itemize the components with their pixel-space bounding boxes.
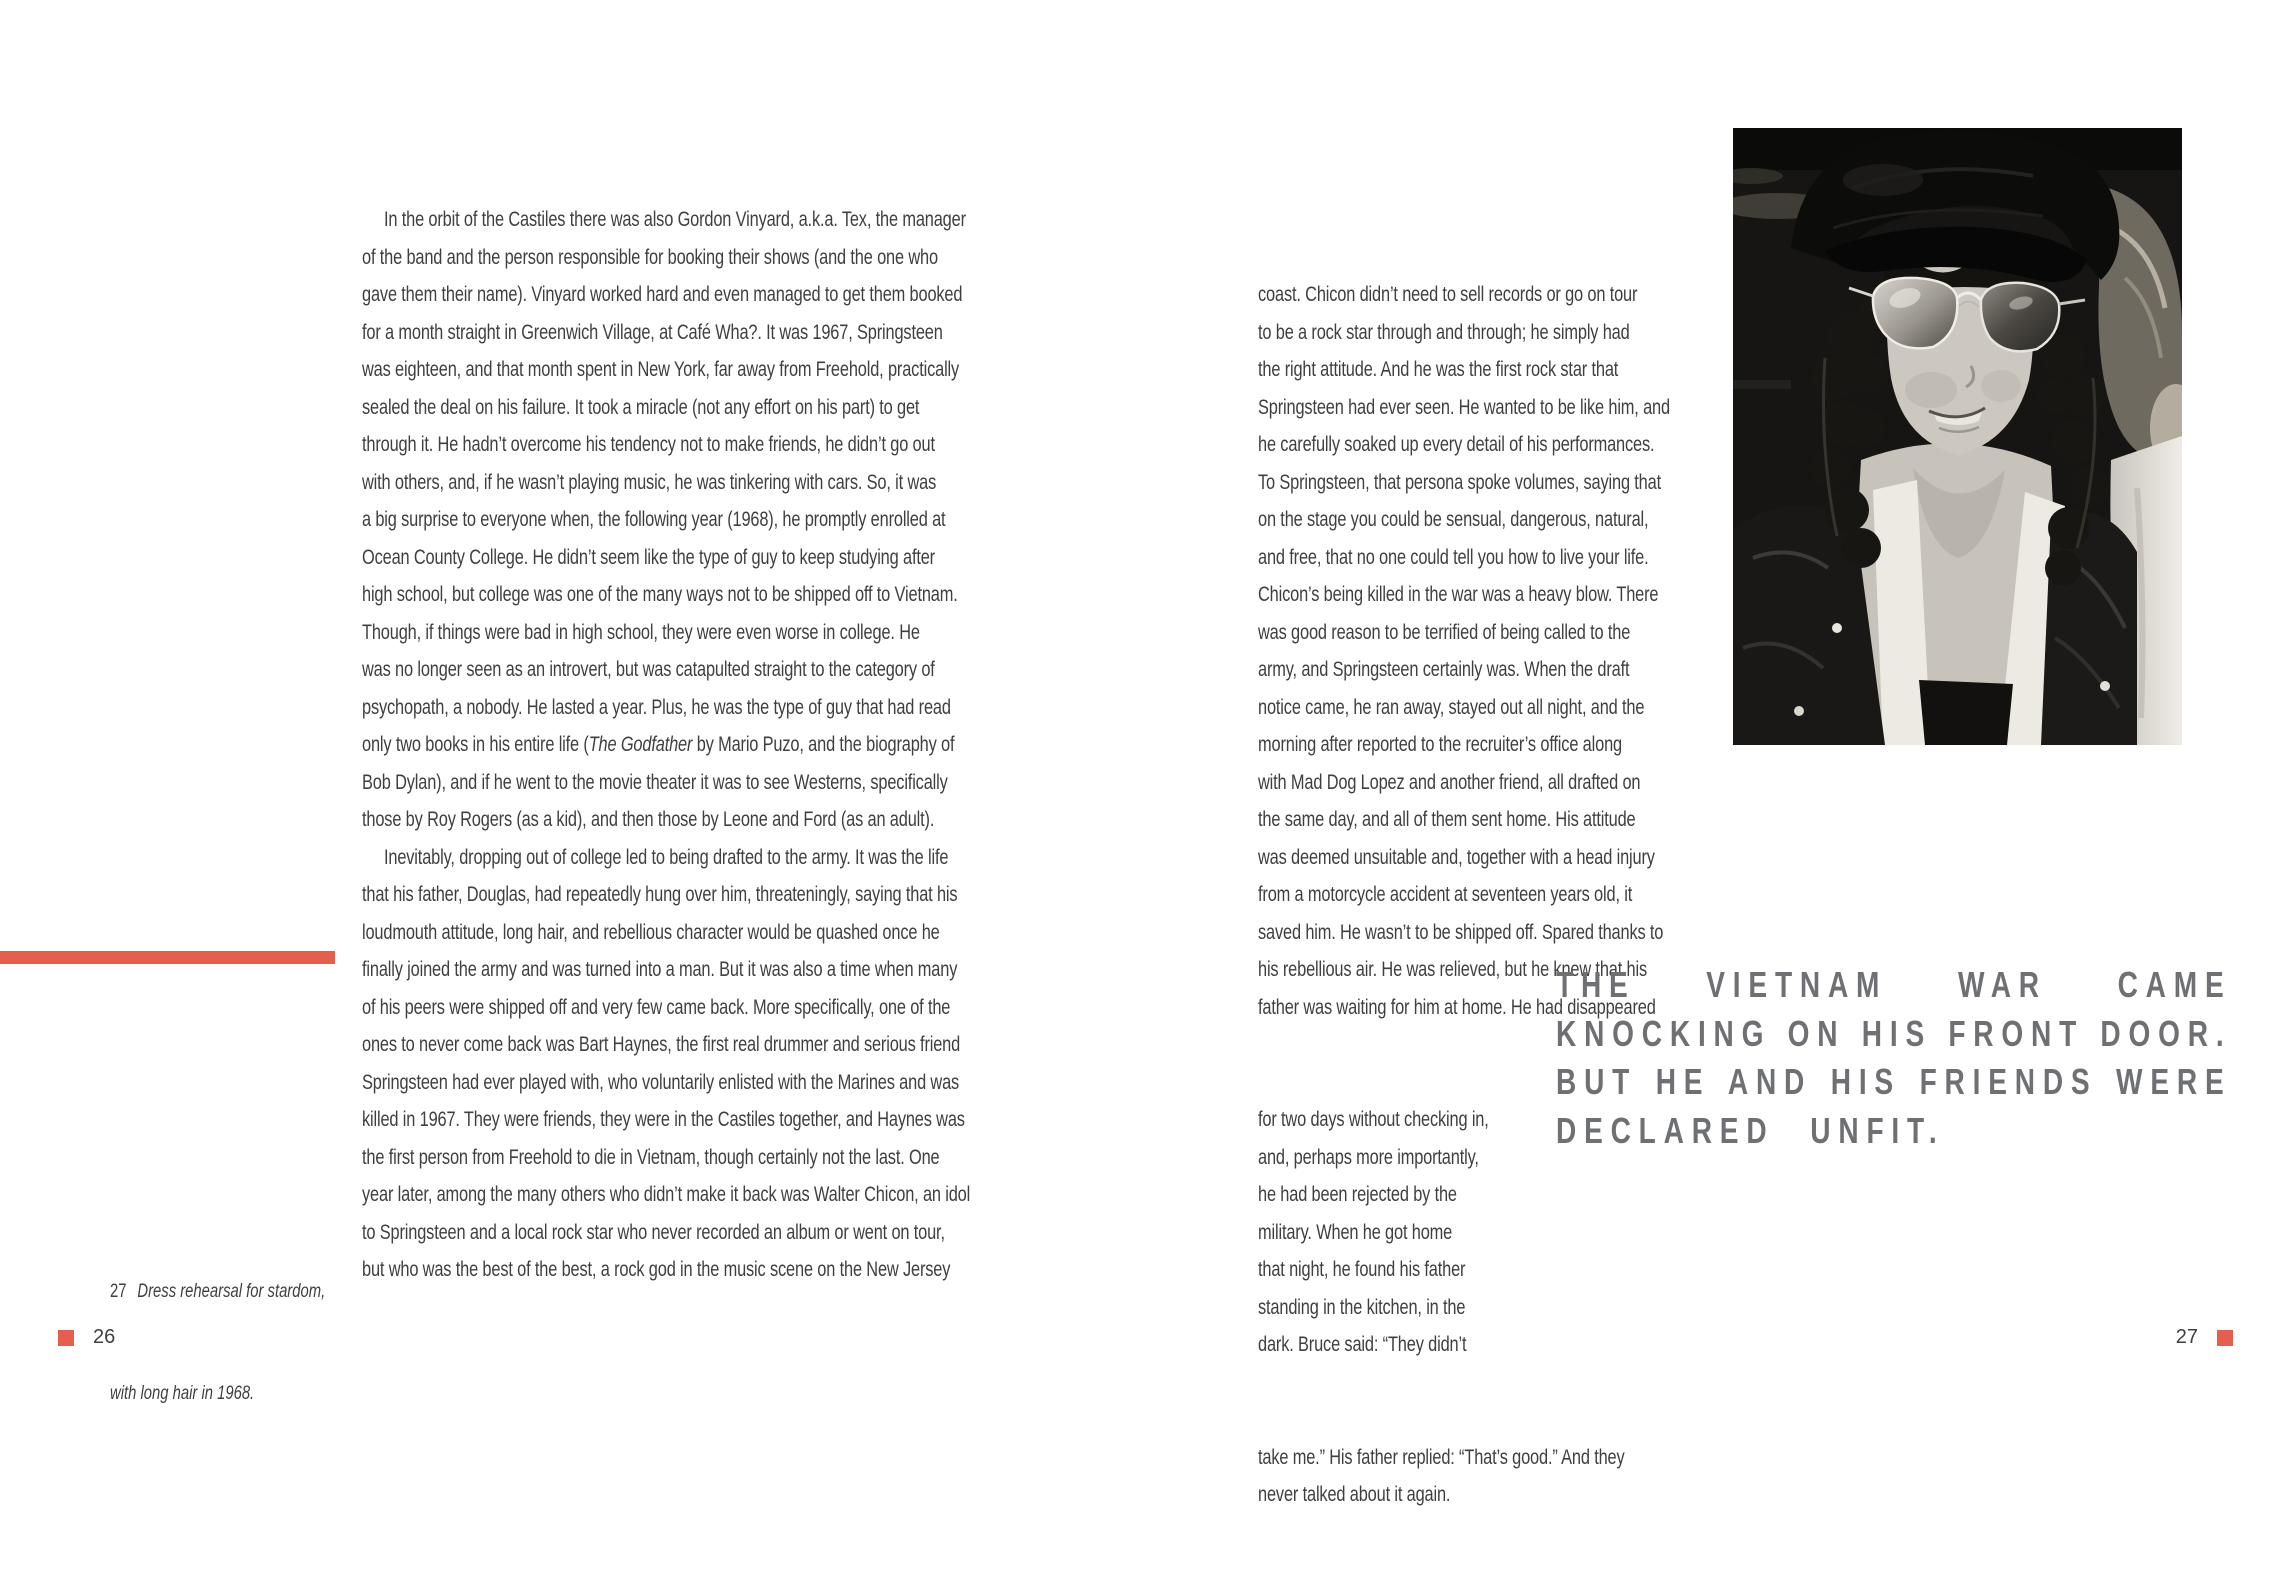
- text-line: those by Roy Rogers (as a kid), and then those by Leone and Ford (as an adult).: [362, 808, 935, 831]
- left-page-body-text: [362, 201, 970, 1289]
- text-line: was good reason to be terrified of being called to the: [1258, 620, 1631, 644]
- caption-text: Dress rehearsal for stardom,: [137, 1281, 326, 1302]
- text-line: he carefully soaked up every detail of his performances.: [1258, 433, 1655, 456]
- text-line: KNOCKING ON HIS FRONT DOOR.: [1556, 1012, 2232, 1054]
- right-body-bottom: [1258, 1439, 1670, 1514]
- text-line: but who was the best of the best, a rock god in the music scene on the New Jersey: [362, 1258, 951, 1281]
- text-line: the same day, and all of them sent home. His attitude: [1258, 808, 1636, 831]
- text-line: Inevitably, dropping out of college led to being drafted to the army. It was the life: [362, 845, 949, 869]
- text-line: was eighteen, and that month spent in New York, far away from Freehold, practically: [362, 358, 960, 381]
- caption-line: [110, 1275, 325, 1309]
- text-line: morning after reported to the recruiter’s office along: [1258, 733, 1622, 756]
- text-line: the first person from Freehold to die in Vietnam, though certainly not the last. One: [362, 1145, 940, 1169]
- text-line: and, perhaps more importantly,: [1258, 1145, 1479, 1169]
- text-line: of his peers were shipped off and very few came back. More specifically, one of the: [362, 995, 951, 1019]
- text-line: for two days without checking in,: [1258, 1108, 1489, 1131]
- text-line: To Springsteen, that persona spoke volumes, saying that: [1258, 470, 1661, 494]
- text-line: his rebellious air. He was relieved, but he knew that his: [1258, 958, 1647, 981]
- text-line: Bob Dylan), and if he went to the movie theater it was to see Westerns, specifically: [362, 770, 948, 794]
- text-line: psychopath, a nobody. He lasted a year. Plus, he was the type of guy that had read: [362, 695, 951, 719]
- text-line: take me.” His father replied: “That’s good.” And they: [1258, 1445, 1625, 1469]
- text-line: army, and Springsteen certainly was. When the draft: [1258, 658, 1630, 681]
- page-footer-left: [58, 1326, 115, 1349]
- text-line: with Mad Dog Lopez and another friend, all drafted on: [1258, 770, 1641, 794]
- text-line: standing in the kitchen, in the: [1258, 1295, 1466, 1319]
- pull-quote: [1556, 961, 2231, 1155]
- text-line: the right attitude. And he was the first rock star that: [1258, 358, 1619, 381]
- text-line: Though, if things were bad in high school, they were even worse in college. He: [362, 620, 920, 644]
- text-line: father was waiting for him at home. He had disappeared: [1258, 995, 1656, 1019]
- page-number-left: 26: [93, 1326, 116, 1348]
- text-line: Springsteen had ever seen. He wanted to be like him, and: [1258, 395, 1670, 419]
- right-page-body-text: [1258, 201, 1670, 1589]
- text-line: Ocean County College. He didn’t seem like the type of guy to keep studying after: [362, 545, 935, 569]
- right-body-top: [1258, 276, 1670, 1026]
- text-line: military. When he got home: [1258, 1220, 1453, 1244]
- text-line: to Springsteen and a local rock star who never recorded an album or went on tour,: [362, 1220, 945, 1244]
- red-square-icon: [2217, 1330, 2233, 1346]
- red-square-icon: [58, 1330, 74, 1346]
- page-number-right: 27: [2175, 1326, 2198, 1348]
- text-line: and free, that no one could tell you how to live your life.: [1258, 545, 1649, 569]
- red-accent-bar: [0, 951, 335, 964]
- springsteen-photo: [1733, 128, 2182, 745]
- text-line: a big surprise to everyone when, the following year (1968), he promptly enrolled at: [362, 508, 946, 531]
- text-line: THE VIETNAM WAR CAME: [1556, 964, 2232, 1005]
- page-footer-right: [2176, 1326, 2233, 1349]
- text-line: sealed the deal on his failure. It took a miracle (not any effort on his part) to get: [362, 395, 920, 419]
- text-line: that his father, Douglas, had repeatedly hung over him, threateningly, saying that his: [362, 883, 958, 906]
- caption-line: with long hair in 1968.: [110, 1383, 255, 1404]
- text-line: Springsteen had ever played with, who voluntarily enlisted with the Marines and was: [362, 1070, 960, 1094]
- text-line: year later, among the many others who didn’t make it back was Walter Chicon, an idol: [362, 1183, 971, 1206]
- text-line: saved him. He wasn’t to be shipped off. Spared thanks to: [1258, 920, 1664, 944]
- text-line: gave them their name). Vinyard worked hard and even managed to get them booked: [362, 283, 963, 306]
- text-line: dark. Bruce said: “They didn’t: [1258, 1333, 1467, 1356]
- text-line: was no longer seen as an introvert, but was catapulted straight to the category of: [362, 658, 935, 681]
- text-line: to be a rock star through and through; he simply had: [1258, 320, 1630, 344]
- text-line: BUT HE AND HIS FRIENDS WERE: [1556, 1061, 2232, 1102]
- text-line: with others, and, if he wasn’t playing music, he was tinkering with cars. So, it was: [362, 470, 937, 494]
- text-line: notice came, he ran away, stayed out all night, and the: [1258, 695, 1645, 719]
- text-line: never talked about it again.: [1258, 1483, 1451, 1506]
- text-line: of the band and the person responsible for booking their shows (and the one who: [362, 245, 938, 269]
- photo-caption: [110, 1207, 325, 1479]
- text-line: for a month straight in Greenwich Village, at Café Wha?. It was 1967, Springsteen: [362, 320, 943, 344]
- text-line: he had been rejected by the: [1258, 1183, 1457, 1206]
- text-line: In the orbit of the Castiles there was also Gordon Vinyard, a.k.a. Tex, the manager: [362, 208, 966, 231]
- text-line: through it. He hadn’t overcome his tendency not to make friends, he didn’t go out: [362, 433, 935, 456]
- text-line: loudmouth attitude, long hair, and rebellious character would be quashed once he: [362, 920, 940, 944]
- text-line: high school, but college was one of the many ways not to be shipped off to Vietnam.: [362, 583, 958, 606]
- text-line: Chicon’s being killed in the war was a heavy blow. There: [1258, 583, 1659, 606]
- text-line: ones to never come back was Bart Haynes, the first real drummer and serious friend: [362, 1033, 961, 1056]
- text-line: finally joined the army and was turned into a man. But it was also a time when many: [362, 958, 958, 981]
- text-line: was deemed unsuitable and, together with a head injury: [1258, 845, 1655, 869]
- text-line: from a motorcycle accident at seventeen years old, it: [1258, 883, 1633, 906]
- caption-number: 27: [110, 1281, 127, 1302]
- text-line: that night, he found his father: [1258, 1258, 1466, 1281]
- text-line: on the stage you could be sensual, dangerous, natural,: [1258, 508, 1649, 531]
- text-line: killed in 1967. They were friends, they were in the Castiles together, and Haynes was: [362, 1108, 965, 1131]
- text-line: DECLARED UNFIT.: [1556, 1109, 1945, 1151]
- text-line: coast. Chicon didn’t need to sell records or go on tour: [1258, 283, 1638, 306]
- text-line: only two books in his entire life (The Godfather by Mario Puzo, and the biography of: [362, 733, 955, 756]
